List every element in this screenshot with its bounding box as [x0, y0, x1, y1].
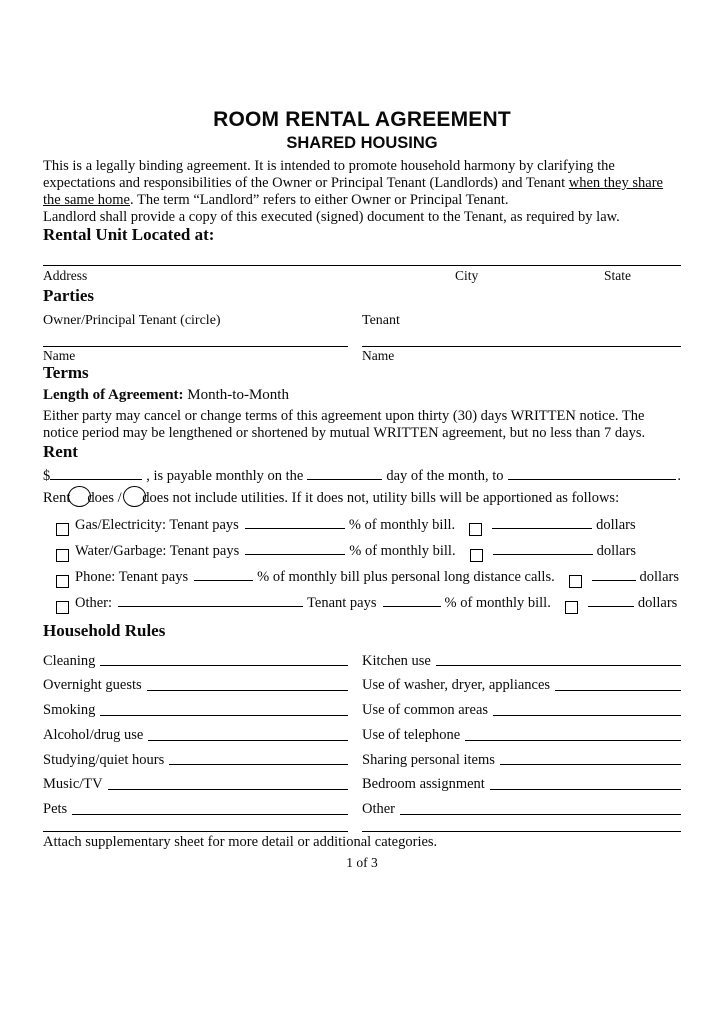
water-garbage-dollars-checkbox[interactable] [470, 549, 483, 562]
other-utility-tenant-pays-text: Tenant pays [307, 594, 377, 611]
household-row-other [362, 793, 681, 818]
tenant-label: Tenant [362, 312, 400, 328]
rent-payee-field[interactable] [508, 475, 677, 480]
sharing-items-field[interactable] [500, 764, 681, 765]
rental-unit-heading: Rental Unit Located at: [43, 225, 215, 245]
extra-blank-lines-row [43, 831, 681, 832]
document-title: ROOM RENTAL AGREEMENT [213, 108, 511, 131]
gas-electricity-checkbox[interactable] [56, 523, 69, 536]
alcohol-drug-field[interactable] [148, 740, 348, 741]
kitchen-use-field[interactable] [436, 665, 681, 666]
gas-electricity-dollars-label: dollars [596, 516, 636, 533]
rent-day-field[interactable] [307, 475, 382, 480]
quiet-hours-field[interactable] [169, 764, 348, 765]
other-utility-mid-text: % of monthly bill. [444, 594, 551, 611]
page-number: 1 of 3 [346, 854, 378, 870]
smoking-field[interactable] [100, 715, 348, 716]
household-row-telephone [362, 719, 681, 744]
household-row-music-tv [43, 768, 348, 793]
rent-utilities-line [43, 486, 681, 507]
household-row-sharing-items [362, 744, 681, 769]
terms-heading: Terms [43, 363, 89, 383]
other-utility-dollars-label: dollars [637, 594, 678, 611]
owner-name-cell [43, 346, 348, 364]
household-row-kitchen-use [362, 644, 681, 669]
household-rules-grid [43, 644, 681, 818]
phone-label: Phone: Tenant pays [75, 568, 189, 585]
water-garbage-label: Water/Garbage: Tenant pays [75, 542, 240, 559]
alcohol-drug-label: Alcohol/drug use [43, 726, 144, 743]
document-subtitle: SHARED HOUSING [286, 134, 438, 153]
cleaning-label: Cleaning [43, 652, 96, 669]
parties-heading: Parties [43, 286, 94, 306]
parties-name-row [43, 346, 681, 364]
common-areas-label: Use of common areas [362, 702, 489, 719]
option-slash: / [113, 489, 126, 506]
household-row-overnight-guests [43, 669, 348, 694]
gas-electricity-mid-text: % of monthly bill. [348, 516, 456, 533]
gas-electricity-percent-field[interactable] [245, 524, 345, 529]
quiet-hours-label: Studying/quiet hours [43, 751, 165, 768]
address-fill-line[interactable] [43, 265, 681, 266]
extra-blank-line-right[interactable] [362, 831, 681, 832]
rent-payable-text: , is payable monthly on the [146, 468, 304, 485]
does-not-option-label: does not [142, 489, 191, 506]
rent-heading: Rent [43, 441, 78, 461]
utility-row-water-garbage [56, 543, 681, 569]
household-row-smoking [43, 694, 348, 719]
household-row-washer-dryer [362, 669, 681, 694]
common-areas-field[interactable] [493, 715, 681, 716]
other-rule-field[interactable] [400, 814, 681, 815]
tenant-name-fill-line[interactable] [362, 346, 681, 347]
overnight-guests-field[interactable] [147, 690, 348, 691]
owner-name-fill-line[interactable] [43, 346, 348, 347]
intro-text-post: . The term “Landlord” refers to either Owner or Principal Tenant. [129, 191, 509, 208]
intro-text-pre: This is a legally binding agreement. It is intended to promote household harmony by clarifying the expectations and responsibilities of the Owner or Principal Tenant (Landlords) and Tenant [43, 158, 615, 192]
other-utility-checkbox[interactable] [56, 601, 69, 614]
rent-amount-field[interactable] [50, 475, 142, 480]
bedroom-assignment-label: Bedroom assignment [362, 776, 485, 793]
smoking-label: Smoking [43, 702, 96, 719]
kitchen-use-label: Kitchen use [362, 652, 431, 669]
extra-blank-line-left[interactable] [43, 831, 348, 832]
parties-labels-row [43, 313, 681, 329]
intro-underlined-phrase: when they share the same home [43, 175, 663, 208]
tenant-name-label: Name [362, 347, 395, 363]
telephone-label: Use of telephone [362, 726, 461, 743]
address-labels-row [43, 268, 681, 286]
intro-law-note: Landlord shall provide a copy of this executed (signed) document to the Tenant, as required by law. [43, 208, 620, 225]
gas-electricity-dollars-checkbox[interactable] [469, 523, 482, 536]
terms-body: Either party may cancel or change terms of this agreement upon thirty (30) days WRITTEN notice. The notice period may be lengthened or shortened by mutual WRITTEN agreement, but no less than 7 days. [43, 407, 646, 441]
telephone-field[interactable] [465, 740, 681, 741]
water-garbage-mid-text: % of monthly bill. [349, 542, 456, 559]
phone-mid-text: % of monthly bill plus personal long distance calls. [257, 568, 555, 585]
household-row-alcohol-drug [43, 719, 348, 744]
household-row-quiet-hours [43, 744, 348, 769]
overnight-guests-label: Overnight guests [43, 677, 142, 694]
gas-electricity-label: Gas/Electricity: Tenant pays [75, 516, 239, 533]
utilities-list [56, 517, 681, 621]
water-garbage-checkbox[interactable] [56, 549, 69, 562]
bedroom-assignment-field[interactable] [490, 789, 681, 790]
other-rule-label: Other [362, 801, 396, 818]
length-of-agreement-label: Length of Agreement: [43, 386, 184, 403]
phone-dollars-checkbox[interactable] [569, 575, 582, 588]
cleaning-field[interactable] [100, 665, 348, 666]
household-row-bedroom-assignment [362, 768, 681, 793]
phone-percent-field[interactable] [194, 576, 253, 581]
household-row-cleaning [43, 644, 348, 669]
utility-row-phone [56, 569, 681, 595]
attach-supplementary-note: Attach supplementary sheet for more detail or additional categories. [43, 833, 438, 850]
rent-day-text: day of the month, to [386, 468, 504, 485]
household-row-common-areas [362, 694, 681, 719]
sharing-items-label: Sharing personal items [362, 751, 495, 768]
intro-paragraph [43, 158, 681, 208]
address-label: Address [43, 268, 88, 284]
phone-checkbox[interactable] [56, 575, 69, 588]
other-utility-name-field[interactable] [118, 602, 303, 607]
gas-electricity-dollars-field[interactable] [492, 524, 592, 529]
music-tv-field[interactable] [108, 789, 348, 790]
pets-field[interactable] [72, 814, 348, 815]
rent-includes-pre: Rent [43, 489, 71, 506]
does-option-label: does [87, 489, 114, 506]
utility-row-other [56, 595, 681, 621]
tenant-name-cell [362, 346, 681, 364]
washer-dryer-field[interactable] [555, 690, 681, 691]
phone-dollars-label: dollars [639, 568, 679, 585]
owner-principal-tenant-label: Owner/Principal Tenant (circle) [43, 312, 221, 328]
other-utility-percent-field[interactable] [383, 602, 441, 607]
music-tv-label: Music/TV [43, 776, 103, 793]
other-utility-dollars-checkbox[interactable] [565, 601, 578, 614]
other-utility-label: Other: [75, 594, 113, 611]
rent-includes-post: include utilities. If it does not, utility bills will be apportioned as follows: [191, 489, 620, 506]
water-garbage-dollars-label: dollars [596, 542, 637, 559]
rent-line-period: . [677, 468, 681, 485]
length-of-agreement-line [43, 387, 681, 404]
rent-amount-line [43, 468, 681, 485]
phone-dollars-field[interactable] [592, 576, 636, 581]
other-utility-dollars-field[interactable] [588, 602, 634, 607]
pets-label: Pets [43, 801, 68, 818]
washer-dryer-label: Use of washer, dryer, appliances [362, 677, 551, 694]
household-row-pets [43, 793, 348, 818]
city-label: City [455, 268, 479, 284]
water-garbage-dollars-field[interactable] [493, 550, 593, 555]
length-of-agreement-value: Month-to-Month [187, 386, 289, 403]
state-label: State [604, 268, 631, 284]
household-rules-heading: Household Rules [43, 620, 166, 640]
utility-row-gas-electricity [56, 517, 681, 543]
owner-name-label: Name [43, 347, 76, 363]
dollar-sign: $ [43, 468, 51, 485]
water-garbage-percent-field[interactable] [245, 550, 345, 555]
